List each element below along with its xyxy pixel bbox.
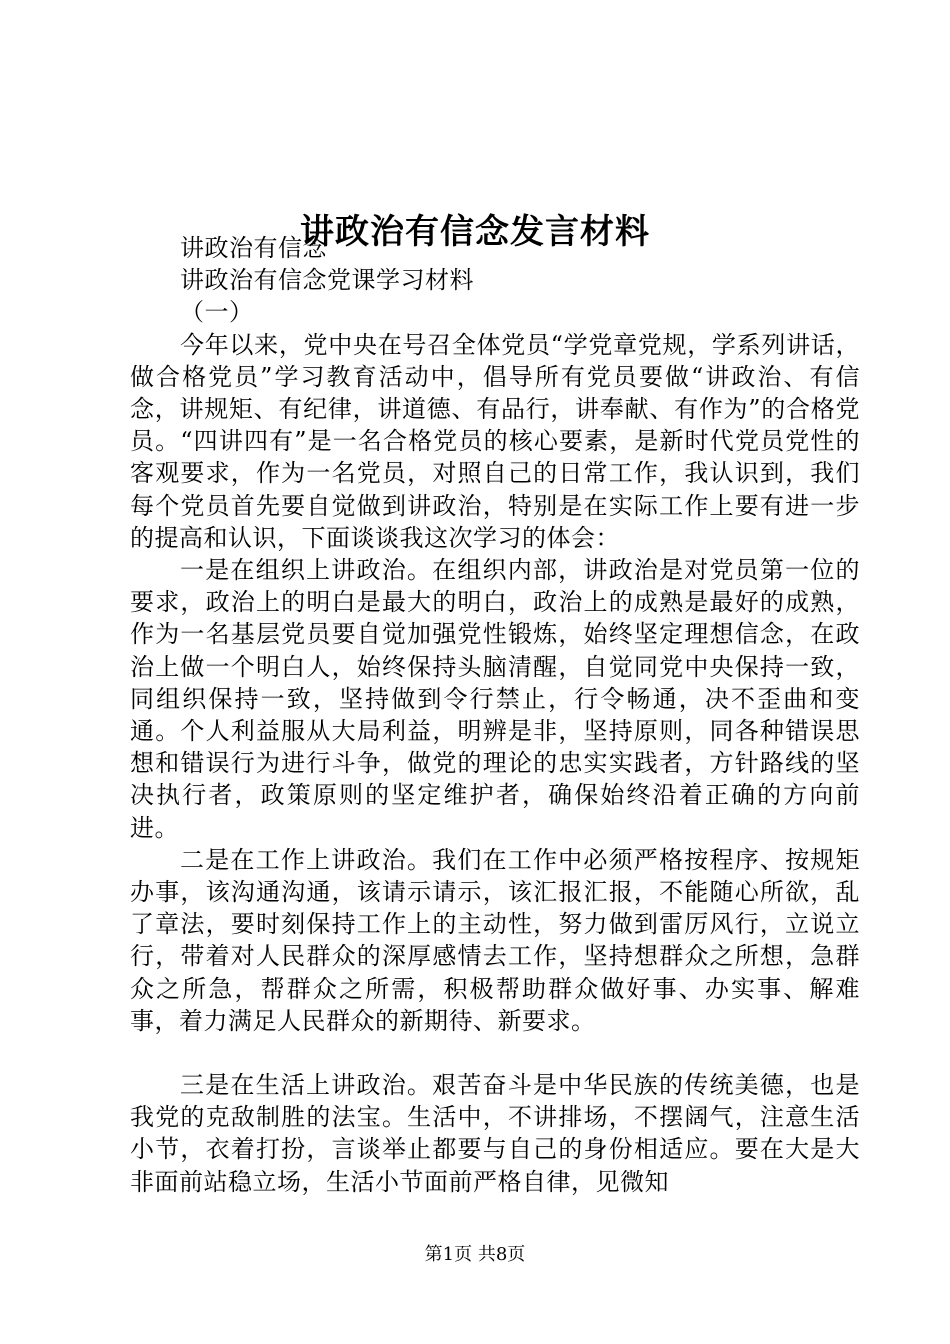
section-heading: 讲政治有信念 xyxy=(180,234,327,262)
document-body xyxy=(130,232,860,1198)
section-number: （一） xyxy=(180,298,254,327)
paragraph-organization: 一是在组织上讲政治。在组织内部，讲政治是对党员第一位的要求，政治上的明白是最大的明白，政治上的成熟是最好的成熟，作为一名基层党员要自觉加强党性锻炼，始终坚定理想信念，在政治上做一个明白人，始终保持头脑清醒，自觉同党中央保持一致，同组织保持一致，坚持做到令行禁止，行令畅通，决不歪曲和变通。个人利益服从大局利益，明辨是非，坚持原则，同各种错误思想和错误行为进行斗争，做党的理论的忠实实践者，方针路线的坚决执行者，政策原则的坚定维护者，确保始终沿着正确的方向前进。 xyxy=(130,556,860,842)
paragraph-intro: 今年以来，党中央在号召全体党员“学党章党规，学系列讲话，做合格党员”学习教育活动中，倡导所有党员要做“讲政治、有信念，讲规矩、有纪律，讲道德、有品行，讲奉献、有作为”的合格党员。“四讲四有”是一名合格党员的核心要素，是新时代党员党性的客观要求，作为一名党员，对照自己的日常工作，我认识到，我们每个党员首先要自觉做到讲政治，特别是在实际工作上要有进一步的提高和认识，下面谈谈我这次学习的体会： xyxy=(130,330,860,552)
paragraph-work: 二是在工作上讲政治。我们在工作中必须严格按程序、按规矩办事，该沟通沟通，该请示请示，该汇报汇报，不能随心所欲，乱了章法，要时刻保持工作上的主动性，努力做到雷厉风行，立说立行，带着对人民群众的深厚感情去工作，坚持想群众之所想，急群众之所急，帮群众之所需，积极帮助群众做好事、办实事、解难事，着力满足人民群众的新期待、新要求。 xyxy=(130,845,860,1035)
subtitle: 讲政治有信念党课学习材料 xyxy=(180,266,474,295)
document-title: 讲政治有信念发言材料 xyxy=(300,211,650,252)
page-footer: 第1页 共8页 xyxy=(424,1244,526,1265)
paragraph-life: 三是在生活上讲政治。艰苦奋斗是中华民族的传统美德，也是我党的克敌制胜的法宝。生活中，不讲排场，不摆阔气，注意生活小节，衣着打扮，言谈举止都要与自己的身份相适应。要在大是大非面前站稳立场，生活小节面前严格自律，见微知 xyxy=(130,1071,860,1196)
